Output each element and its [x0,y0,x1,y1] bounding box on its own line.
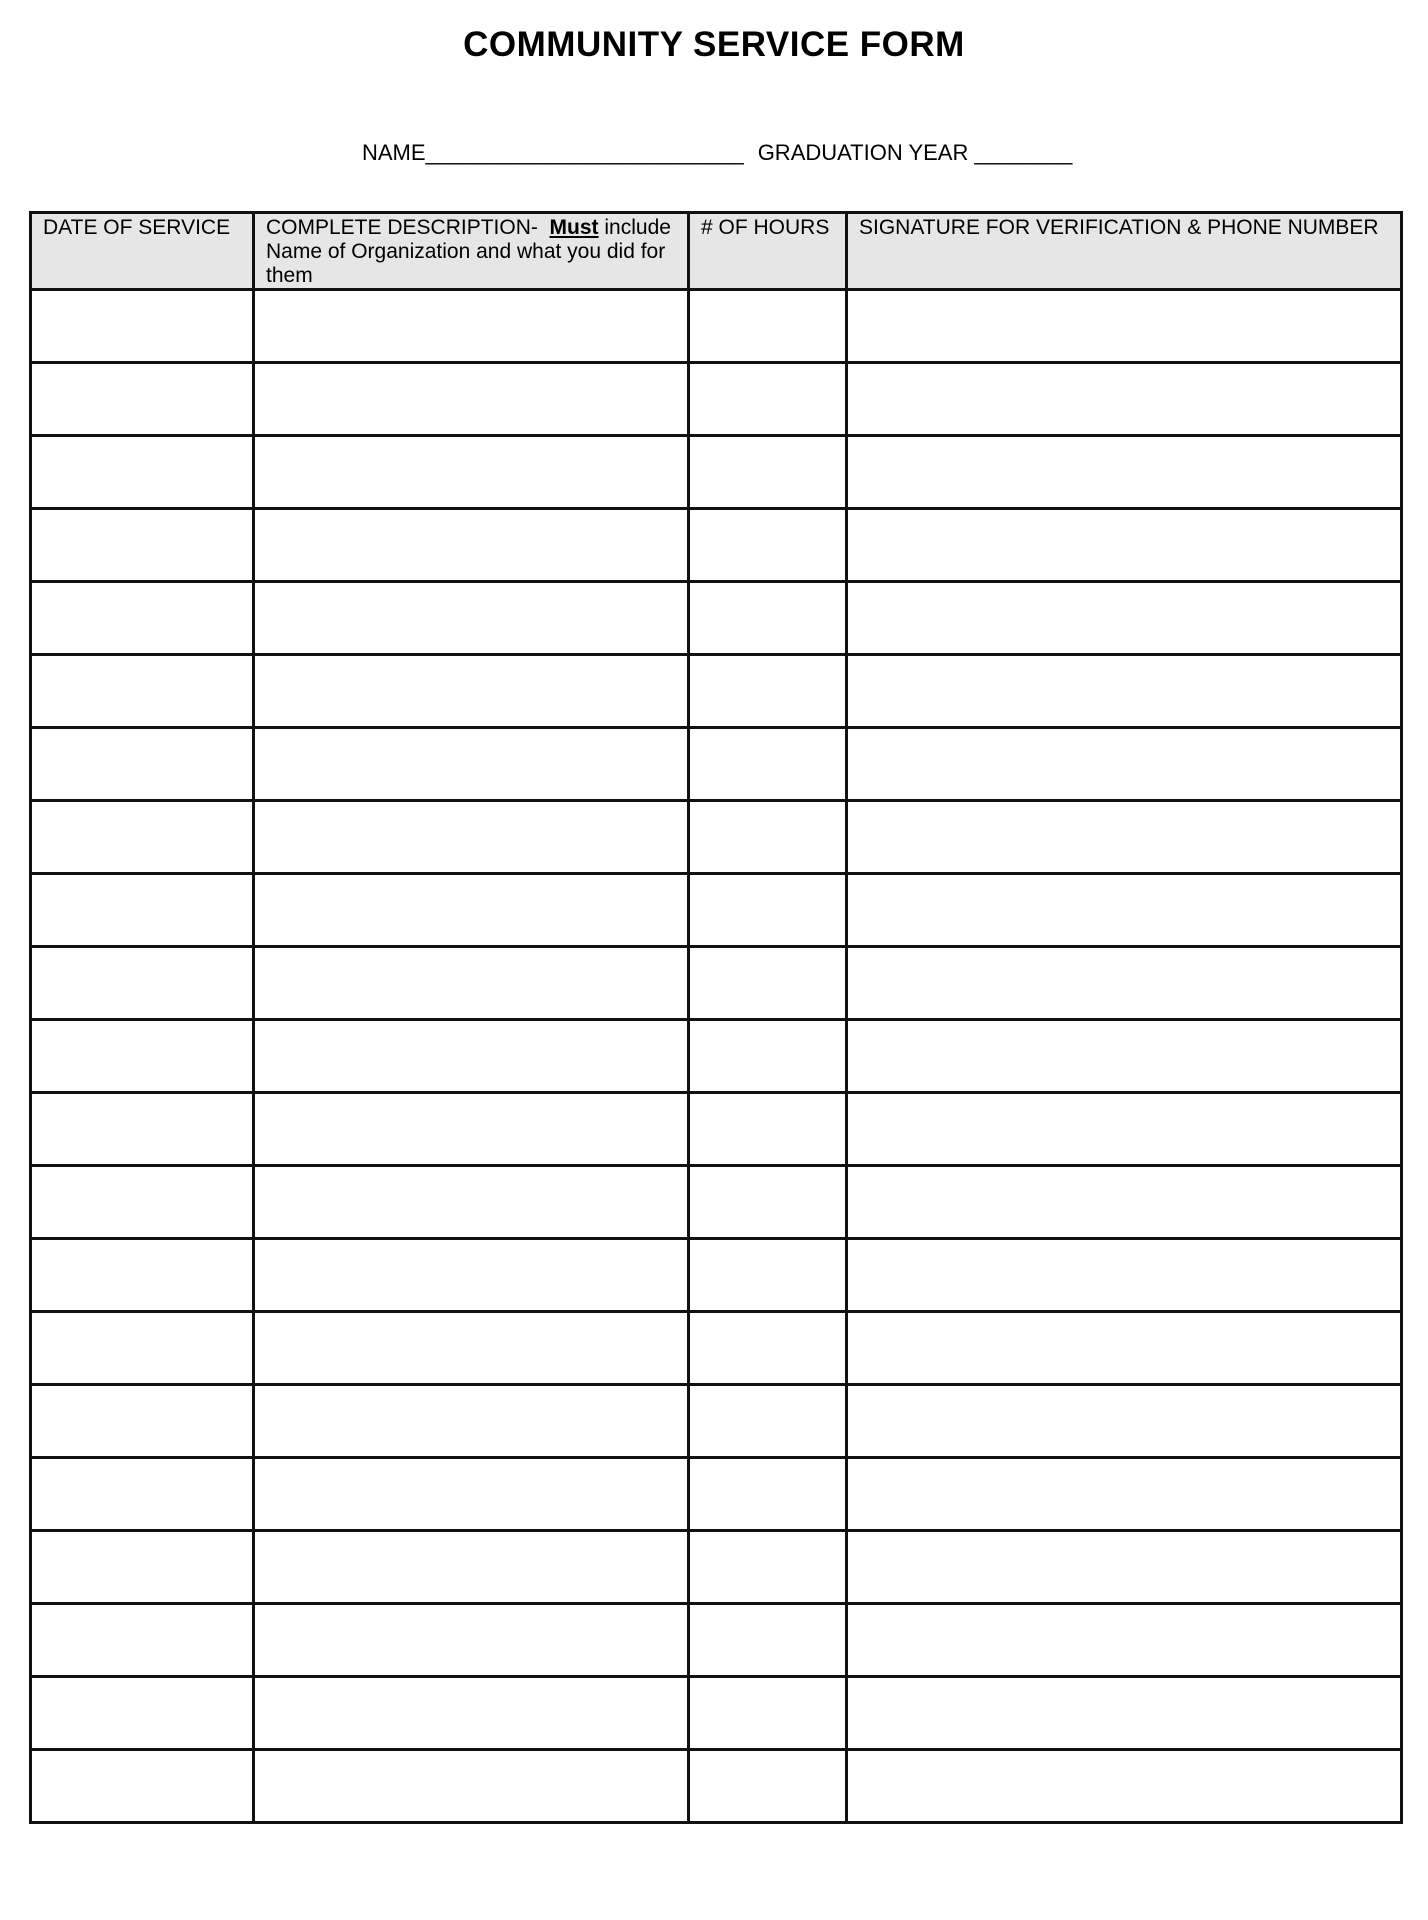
date-cell[interactable] [31,728,254,801]
table-row [31,509,1402,582]
signature-cell[interactable] [847,1020,1402,1093]
description-cell[interactable] [254,1385,689,1458]
table-header-row [31,213,1402,290]
hours-cell[interactable] [689,582,847,655]
hours-cell[interactable] [689,1750,847,1823]
table-row [31,947,1402,1020]
column-header-signature: SIGNATURE FOR VERIFICATION & PHONE NUMBER [847,213,1402,290]
signature-cell[interactable] [847,1458,1402,1531]
date-cell[interactable] [31,509,254,582]
hours-cell[interactable] [689,1604,847,1677]
hours-cell[interactable] [689,509,847,582]
name-label: NAME [362,140,426,165]
date-cell[interactable] [31,582,254,655]
hours-cell[interactable] [689,436,847,509]
table-row [31,290,1402,363]
signature-cell[interactable] [847,1093,1402,1166]
form-title: COMMUNITY SERVICE FORM [463,25,965,64]
signature-cell[interactable] [847,728,1402,801]
column-header-description [254,213,689,290]
table-row [31,1750,1402,1823]
description-cell[interactable] [254,436,689,509]
description-cell[interactable] [254,947,689,1020]
description-suffix: include Name of Organization and what you did for them [266,216,671,287]
hours-cell[interactable] [689,1458,847,1531]
date-cell[interactable] [31,1677,254,1750]
hours-cell[interactable] [689,290,847,363]
service-log-table [29,211,1403,1824]
signature-cell[interactable] [847,1750,1402,1823]
signature-cell[interactable] [847,1677,1402,1750]
signature-cell[interactable] [847,801,1402,874]
student-info-line [362,140,1072,166]
signature-cell[interactable] [847,1531,1402,1604]
signature-cell[interactable] [847,655,1402,728]
table-row [31,801,1402,874]
hours-cell[interactable] [689,363,847,436]
table-row [31,728,1402,801]
description-cell[interactable] [254,290,689,363]
table-row [31,1093,1402,1166]
description-cell[interactable] [254,363,689,436]
table-row [31,1531,1402,1604]
table-row [31,1458,1402,1531]
signature-cell[interactable] [847,363,1402,436]
signature-cell[interactable] [847,1604,1402,1677]
signature-cell[interactable] [847,436,1402,509]
date-cell[interactable] [31,1750,254,1823]
description-cell[interactable] [254,582,689,655]
table-row [31,1677,1402,1750]
date-cell[interactable] [31,1093,254,1166]
description-cell[interactable] [254,1677,689,1750]
signature-cell[interactable] [847,1166,1402,1239]
hours-cell[interactable] [689,874,847,947]
date-cell[interactable] [31,1020,254,1093]
table-row [31,1239,1402,1312]
description-emphasis: Must [549,216,599,239]
signature-cell[interactable] [847,582,1402,655]
description-cell[interactable] [254,1531,689,1604]
hours-cell[interactable] [689,1093,847,1166]
column-header-hours: # OF HOURS [689,213,847,290]
date-cell[interactable] [31,290,254,363]
signature-cell[interactable] [847,290,1402,363]
date-cell[interactable] [31,1531,254,1604]
table-row [31,363,1402,436]
table-row [31,436,1402,509]
description-cell[interactable] [254,1166,689,1239]
description-cell[interactable] [254,1458,689,1531]
date-cell[interactable] [31,436,254,509]
hours-cell[interactable] [689,947,847,1020]
date-cell[interactable] [31,1312,254,1385]
description-cell[interactable] [254,509,689,582]
date-cell[interactable] [31,947,254,1020]
date-cell[interactable] [31,1458,254,1531]
table-row [31,1312,1402,1385]
description-cell[interactable] [254,1239,689,1312]
description-cell[interactable] [254,1020,689,1093]
table-row [31,1604,1402,1677]
signature-cell[interactable] [847,874,1402,947]
description-cell[interactable] [254,874,689,947]
hours-cell[interactable] [689,728,847,801]
name-blank[interactable]: __________________________ [425,140,744,165]
description-cell[interactable] [254,1093,689,1166]
table-row [31,1020,1402,1093]
table-row [31,655,1402,728]
date-cell[interactable] [31,1166,254,1239]
date-cell[interactable] [31,363,254,436]
graduation-year-blank[interactable]: ________ [974,140,1073,165]
hours-cell[interactable] [689,801,847,874]
date-cell[interactable] [31,655,254,728]
column-header-date: DATE OF SERVICE [31,213,254,290]
signature-cell[interactable] [847,1385,1402,1458]
description-cell[interactable] [254,801,689,874]
description-cell[interactable] [254,1750,689,1823]
hours-cell[interactable] [689,1677,847,1750]
description-cell[interactable] [254,728,689,801]
hours-cell[interactable] [689,1239,847,1312]
signature-cell[interactable] [847,1239,1402,1312]
hours-cell[interactable] [689,1020,847,1093]
date-cell[interactable] [31,874,254,947]
signature-cell[interactable] [847,947,1402,1020]
table-body [31,290,1402,1823]
date-cell[interactable] [31,801,254,874]
description-cell[interactable] [254,1312,689,1385]
date-cell[interactable] [31,1604,254,1677]
signature-cell[interactable] [847,509,1402,582]
hours-cell[interactable] [689,1166,847,1239]
hours-cell[interactable] [689,1312,847,1385]
table-row [31,582,1402,655]
description-cell[interactable] [254,655,689,728]
date-cell[interactable] [31,1385,254,1458]
graduation-year-label: GRADUATION YEAR [757,140,969,165]
hours-cell[interactable] [689,1385,847,1458]
date-cell[interactable] [31,1239,254,1312]
hours-cell[interactable] [689,1531,847,1604]
table-row [31,874,1402,947]
description-cell[interactable] [254,1604,689,1677]
description-prefix: COMPLETE DESCRIPTION- [266,216,538,239]
table-row [31,1385,1402,1458]
signature-cell[interactable] [847,1312,1402,1385]
hours-cell[interactable] [689,655,847,728]
table-row [31,1166,1402,1239]
